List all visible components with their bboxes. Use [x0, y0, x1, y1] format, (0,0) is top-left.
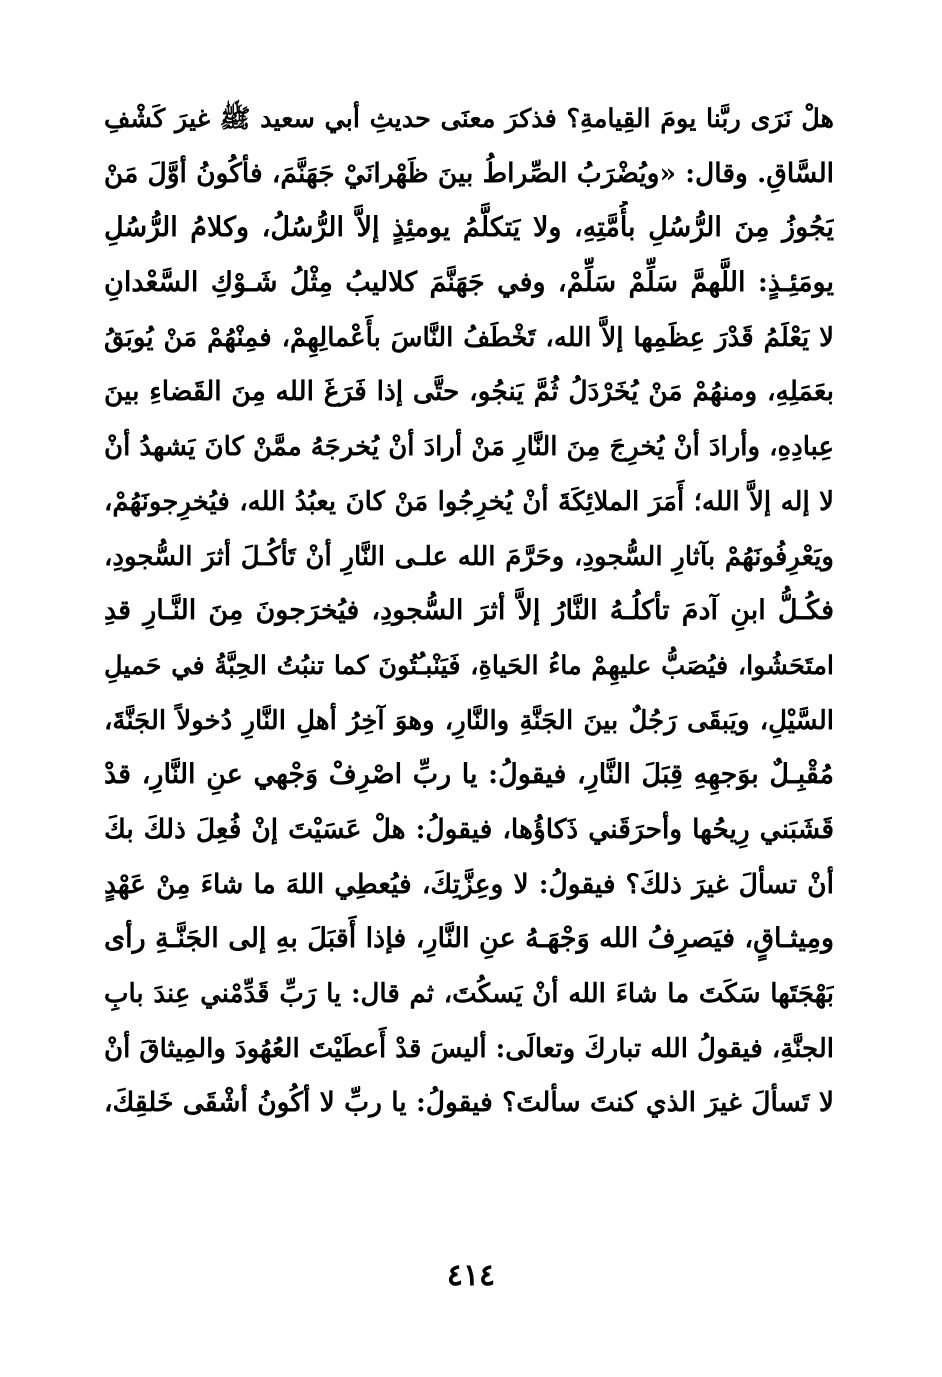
text-line: يومَئِـذٍ: اللَّهمَّ سَلِّمْ سَلِّمْ، وفي جَهَنَّمَ كلاليبُ مِثْلُ شَـوْكِ السَّعْدانِ — [104, 267, 834, 299]
text-line: الجنَّةِ، فيقولُ الله تباركَ وتعالَى: أليسَ قدْ أَعطَيْتَ العُهُودَ والمِيثاقَ أنْ — [104, 1033, 834, 1064]
text-line: ومِيثـاقٍ، فيَصرِفُ الله وَجْهَـهُ عنِ النَّارِ، فإذا أَقبَلَ بهِ إلى الجَنَّـةِ رأى — [104, 923, 834, 955]
text-line: يَجُوزُ مِنَ الرُّسُلِ بأُمَّتِهِ، ولا يَتكلَّمُ يومئِذٍ إلاَّ الرُّسُلُ، وكلامُ الرُّسُلِ — [104, 212, 834, 244]
text-line: هلْ نَرَى ربَّنا يومَ القِيامةِ؟ فذكرَ معنَى حديثِ أبي سعيد ﷺ غيرَ كَشْفِ — [104, 104, 834, 134]
text-line: عِبادِهِ، وأرادَ أنْ يُخرِجَ مِنَ النَّارِ مَنْ أرادَ أنْ يُخرجَهُ ممَّنْ كانَ يَشهدُ أنْ — [104, 432, 834, 463]
text-line: السَّاقِ. وقال: «ويُضْرَبُ الصِّراطُ بينَ ظَهْرانَيْ جَهَنَّمَ، فأكُونُ أوَّلَ مَنْ — [104, 157, 834, 189]
text-line: قَشَبَني رِيحُها وأحرَقَني ذَكاؤُها، فيقولُ: هلْ عَسَيْتَ إنْ فُعِلَ ذلكَ بكَ — [104, 813, 834, 845]
text-line: السَّيْلِ، ويَبقَى رَجُلٌ بينَ الجَنَّةِ والنَّارِ، وهوَ آخِرُ أهلِ النَّارِ دُخولاً الجَنَّةَ، — [104, 705, 834, 736]
body-text — [104, 92, 834, 1131]
text-line: امتَحَشُوا، فيُصَبُّ عليهِمْ ماءُ الحَياةِ، فَيَنْبـُتُونَ كما تنبُتُ الحِبَّةُ في حَميلِ — [104, 650, 834, 681]
text-line: فكُـلُّ ابنِ آدمَ تأكلُـهُ النَّارُ إلاَّ أثرَ السُّجودِ، فيُخرَجونَ مِنَ النَّـارِ قدِ — [104, 595, 834, 627]
text-line: مُقْبِـلٌ بوَجهِهِ قِبَلَ النَّارِ، فيقولُ: يا ربِّ اصْرِفْ وَجْهي عنِ النَّارِ، قدْ — [104, 759, 834, 791]
text-line: ويَعْرِفُونَهُمْ بآثارِ السُّجودِ، وحَرَّمَ الله علـى النَّارِ أنْ تَأكُـلَ أثرَ السُّجودِ، — [104, 541, 834, 572]
text-line: لا يَعْلَمُ قَدْرَ عِظَمِها إلاَّ الله، تَخْطَفُ النَّاسَ بأَعْمالِهِمْ، فمِنْهُمْ مَنْ يُوبَقُ — [104, 322, 834, 353]
text-line: أنْ تسألَ غيرَ ذلكَ؟ فيقولُ: لا وعِزَّتِكَ، فيُعطِي اللهَ ما شاءَ مِنْ عَهْدٍ — [104, 868, 834, 900]
text-line: بعَمَلِهِ، ومنهُمْ مَنْ يُخَرْدَلُ ثُمَّ يَنجُو، حتَّى إذا فَرَغَ الله مِنَ القَضاءِ بينَ — [104, 376, 834, 408]
text-line: لا تَسألَ غيرَ الذي كنتَ سألتَ؟ فيقولُ: يا ربِّ لا أكُونُ أشْقَى خَلقِكَ، — [104, 1087, 834, 1119]
page-number: ٤١٤ — [446, 1258, 496, 1293]
text-line: بَهْجَتَها سَكَتَ ما شاءَ الله أنْ يَسكُتَ، ثم قال: يا رَبِّ قَدِّمْني عِندَ بابِ — [104, 979, 834, 1009]
text-line: لا إله إلاَّ الله؛ أَمَرَ الملائِكَةَ أنْ يُخرِجُوا مَنْ كانَ يعبُدُ الله، فيُخرِجونَهُمْ، — [104, 486, 834, 517]
